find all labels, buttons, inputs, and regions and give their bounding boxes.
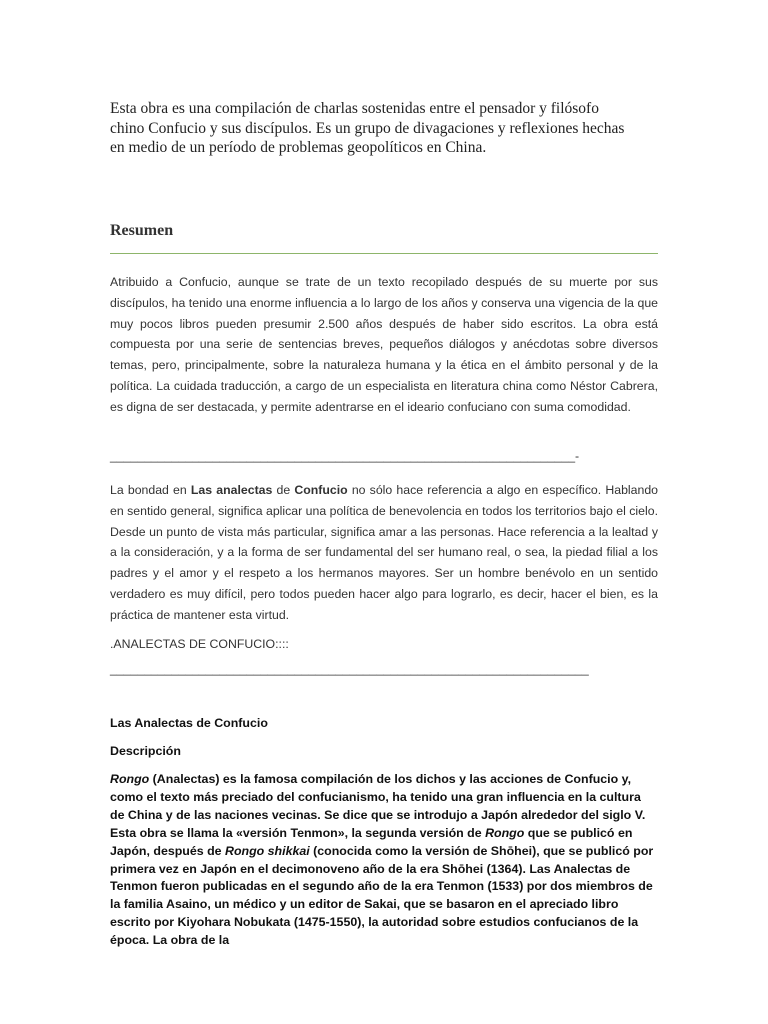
analectas-caption: .ANALECTAS DE CONFUCIO:::: xyxy=(110,637,289,651)
bondad-text-2: de xyxy=(272,483,295,497)
heading-underline xyxy=(110,253,658,254)
rongo-shikkai-italic: Rongo shikkai xyxy=(225,843,310,858)
description-paragraph xyxy=(110,771,658,950)
separator-line: ____________________________________________________________________- xyxy=(110,449,580,463)
bondad-bold-author: Confucio xyxy=(294,483,348,497)
rongo-italic: Rongo xyxy=(110,772,150,786)
rongo-italic-2: Rongo xyxy=(485,825,525,840)
bondad-text-1: La bondad en xyxy=(110,483,191,497)
intro-paragraph: Esta obra es una compilación de charlas sostenidas entre el pensador y filósofo chino Confucio y sus discípulos. Es un grupo de divagaciones y reflexiones hechas en medio de un período de problemas geopolíticos en China. xyxy=(110,100,625,156)
separator-line-2: ______________________________________________________________________ xyxy=(110,662,589,676)
section-title: Las Analectas de Confucio xyxy=(110,716,268,730)
bondad-text-3: no sólo hace referencia a algo en específico. Hablando en sentido general, significa aplicar una política de benevolencia en todos los territorios bajo el cielo. Desde un punto de vista más particular, significa amar a las personas. Hace referencia a la lealtad y a la consideración, y a la forma de ser fundamental del ser humano real, o sea, la piedad filial a los padres y el amor y el respeto a los hermanos mayores. Ser un hombre benévolo en un sentido verdadero es muy difícil, pero todos pueden hacer algo para lograrlo, es decir, hacer el bien, es la práctica de mantener esta virtud. xyxy=(110,483,658,622)
bondad-bold-title: Las analectas xyxy=(190,483,273,497)
desc-text-3: (conocida como la versión de Shōhei), que se publicó por primera vez en Japón en el decimonoveno año de la era Shōhei (1364). Las Analectas de Tenmon fueron publicadas en el segundo año de la era Tenmon (1533) por dos miembros de la familia Asaino, un médico y un editor de Sakai, que se basaron en el apreciado libro escrito por Kiyohara Nobukata (1475-1550), la autoridad sobre estudios confucianos de la época. La obra de la xyxy=(110,843,654,948)
desc-text-2: que se publicó en Japón, después de xyxy=(110,825,633,858)
resumen-paragraph: Atribuido a Confucio, aunque se trate de un texto recopilado después de su muerte por sus discípulos, ha tenido una enorme influencia a lo largo de los años y conserva una vigencia de la que muy pocos libros pueden presumir 2.500 años después de haber sido escritos. La obra está compuesta por una serie de sentencias breves, pequeños diálogos y anécdotas sobre diversos temas, pero, principalmente, sobre la naturaleza humana y la ética en el ámbito personal y de la política. La cuidada traducción, a cargo de un especialista en literatura china como Néstor Cabrera, es digna de ser destacada, y permite adentrarse en el ideario confuciano con suma comodidad. xyxy=(110,275,658,414)
bondad-paragraph xyxy=(110,480,658,626)
description-label: Descripción xyxy=(110,744,181,758)
section-heading-resumen: Resumen xyxy=(110,222,174,239)
desc-text-1: (Analectas) es la famosa compilación de los dichos y las acciones de Confucio y, como el texto más preciado del confucianismo, ha tenido una gran influencia en la cultura de China y de las naciones vecinas. Se dice que se introdujo a Japón alrededor del siglo V. Esta obra se llama la «versión Tenmon», la segunda versión de xyxy=(110,772,646,840)
